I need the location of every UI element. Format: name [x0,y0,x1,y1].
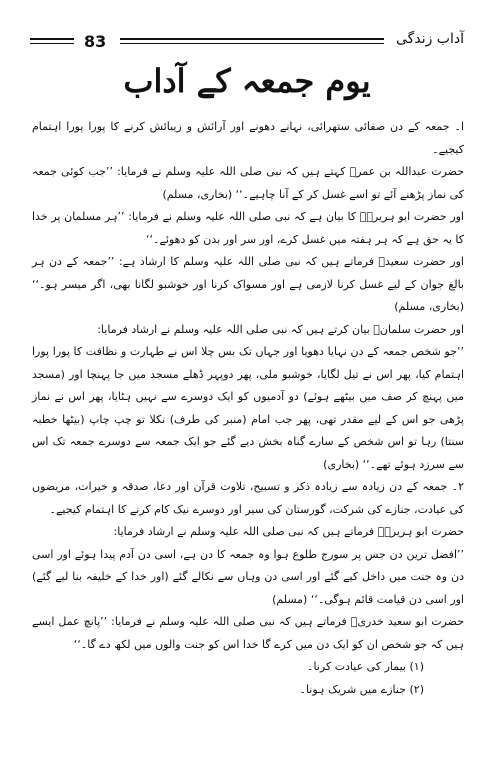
paragraph-9: ’’افضل ترین دن جس پر سورج طلوع ہوا وہ جمعہ کا دن ہے، اسی دن آدم پیدا ہوئے اور اسی دن وہ جنت میں داخل کیے گئے اور اسی دن وہاں سے نکالے گئے (اور خدا کے خلیفہ بنا لیے گئے) اور اسی دن قیامت قائم ہوگی۔‘‘ (مسلم) [32,547,464,606]
paragraph-6: ’’جو شخص جمعہ کے دن نہایا دھویا اور جہاں تک بس چلا اس نے طہارت و نظافت کا پورا پورا اہتمام کیا، پھر اس نے تیل لگایا، خوشبو ملی، پھر دوپہر ڈھلے مسجد میں جا پہنچا اور (مسجد میں پہنچ کر صف میں بیٹھے ہوئے) دو آدمیوں کو ایک دوسرے سے نہیں ہٹایا، پھر اس نے نماز پڑھی جو اس کے لیے مقدر تھی، پھر جب امام (منبر کی طرف) نکلا تو چپ چاپ (بیٹھا خطبہ سنتا) رہا تو اس شخص کے سارے گناہ بخش دیے گئے جو ایک جمعہ سے دوسرے جمعہ تک اس سے سرزد ہوئے تھے۔‘‘ (بخاری) [32,345,464,471]
page-number: 83 [84,32,107,51]
paragraph-10: حضرت ابو سعید خدریؓ فرماتے ہیں کہ نبی صلی اللہ علیہ وسلم نے فرمایا: ’’پانچ عمل ایسے ہیں کہ جو شخص ان کو ایک دن میں کرے گا خدا اس کو جنت والوں میں لکھ دے گا۔‘‘ [32,615,464,651]
paragraph-1: ا۔ جمعہ کے دن صفائی ستھرائی، نہانے دھونے اور آرائش و زیبائش کرنے کا پورا پورا اہتمام کیجیے۔ [32,120,464,156]
running-title: آداب زندگی [396,31,464,47]
paragraph-5: اور حضرت سلمانؓ بیان کرتے ہیں کہ نبی صلی اللہ علیہ وسلم نے ارشاد فرمایا: [97,322,464,336]
paragraph-7: ۲۔ جمعہ کے دن زیادہ سے زیادہ ذکر و تسبیح، تلاوت قرآن اور دعا، صدقہ و خیرات، مریضوں کی عیادت، جنازے کی شرکت، گورستان کی سیر اور دوسرے نیک کام کرنے کا اہتمام کیجیے۔ [32,480,464,516]
paragraph-8: حضرت ابو ہریرہؓ فرماتے ہیں کہ نبی صلی اللہ علیہ وسلم نے ارشاد فرمایا: [113,525,464,538]
paragraph-3: اور حضرت ابو ہریرہؓ کا بیان ہے کہ نبی صلی اللہ علیہ وسلم نے فرمایا: ’’ہر مسلمان پر خدا کا یہ حق ہے کہ ہر ہفتہ میں غسل کرے، اور سر اور بدن کو دھوئے۔‘‘ [32,210,464,246]
paragraph-4: اور حضرت سعیدؓ فرماتے ہیں کہ نبی صلی اللہ علیہ وسلم کا ارشاد ہے: ’’جمعہ کے دن ہر بالغ جوان کے لیے غسل کرنا لازمی ہے اور مسواک کرنا اور خوشبو لگانا بھی، اگر میسر ہو۔‘‘ (بخاری، مسلم) [32,255,464,313]
header-rule-left [30,38,74,40]
list-item-1: (۱) بیمار کی عیادت کرنا۔ [307,660,424,673]
page-body [32,116,464,701]
header-rule-right [120,38,384,40]
list-item-2: (۲) جنازے میں شریک ہونا۔ [299,682,424,696]
section-title: یوم جمعہ کے آداب [123,62,371,100]
paragraph-2: حضرت عبداللہ بن عمرؓ کہتے ہیں کہ نبی صلی اللہ علیہ وسلم نے فرمایا: ’’جب کوئی جمعہ کی نماز پڑھنے آئے تو اسے غسل کر کے آنا چاہیے۔‘‘ (بخاری، مسلم) [32,165,464,201]
header-rule-left-thin [30,43,74,44]
header-rule-right-thin [120,43,384,44]
page-header [0,28,494,52]
